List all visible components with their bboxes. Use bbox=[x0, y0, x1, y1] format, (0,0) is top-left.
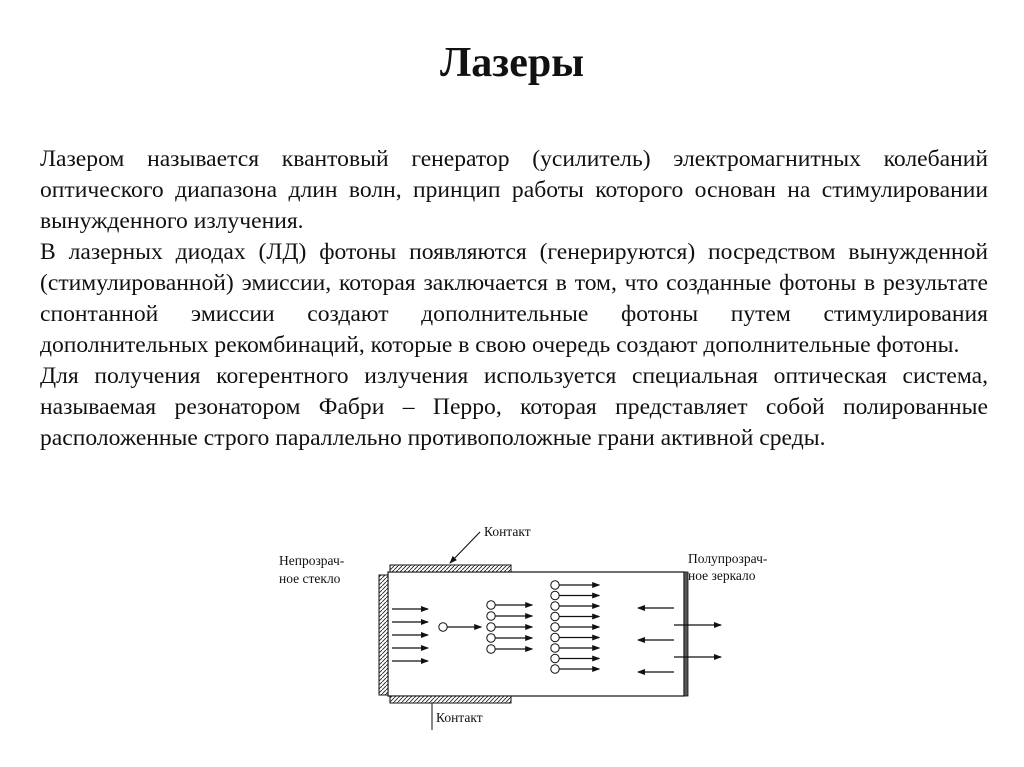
photon-circle bbox=[551, 665, 559, 673]
label-contact-bottom: Контакт bbox=[436, 710, 483, 725]
semitransparent-mirror bbox=[684, 572, 688, 696]
label-semi-line2: ное зеркало bbox=[688, 568, 756, 583]
label-contact-top: Контакт bbox=[484, 524, 531, 539]
label-opaque-line1: Непрозрач- bbox=[279, 553, 345, 568]
photon-circle bbox=[551, 623, 559, 631]
paragraph-laser-definition: Лазером называется квантовый генератор (усилитель) электромагнитных колебаний оптического диапазона длин волн, принцип работы которого основан на стимулировании вынужденного излучения. bbox=[40, 146, 988, 234]
bottom-contact bbox=[390, 696, 511, 703]
label-opaque-line2: ное стекло bbox=[279, 571, 341, 586]
photon-circle bbox=[551, 602, 559, 610]
slide-title: Лазеры bbox=[440, 40, 584, 86]
photon-circle bbox=[487, 601, 495, 609]
photon-circle bbox=[551, 591, 559, 599]
photon-circle bbox=[551, 644, 559, 652]
photon-circle bbox=[487, 634, 495, 642]
laser-diagram-svg bbox=[270, 518, 830, 764]
photon-circle bbox=[551, 633, 559, 641]
top-contact bbox=[390, 565, 511, 572]
photon-circle bbox=[551, 654, 559, 662]
active-region bbox=[388, 572, 684, 696]
photon-circle bbox=[439, 623, 447, 631]
contact-pointer-arrow bbox=[450, 532, 480, 563]
photon-circle bbox=[487, 623, 495, 631]
photon-circle bbox=[487, 645, 495, 653]
paragraph-fabry-perot: Для получения когерентного излучения используется специальная оптическая система, называемая резонатором Фабри – Перро, которая представляет собой полированные расположенные строго параллельно противоположные грани активной среды. bbox=[40, 363, 988, 451]
photon-circle bbox=[551, 612, 559, 620]
label-semi-line1: Полупрозрач- bbox=[688, 551, 768, 566]
photon-circle bbox=[551, 581, 559, 589]
photon-circle bbox=[487, 612, 495, 620]
body-text bbox=[40, 144, 988, 454]
paragraph-laser-diodes: В лазерных диодах (ЛД) фотоны появляются (генерируются) посредством вынужденной (стимулированной) эмиссии, которая заключается в том, что созданные фотоны в результате спонтанной эмиссии создают дополнительные фотоны путем стимулирования дополнительных рекомбинаций, которые в свою очередь создают дополнительные фотоны. bbox=[40, 239, 988, 358]
opaque-glass bbox=[379, 575, 388, 695]
laser-diode-diagram bbox=[270, 518, 830, 764]
